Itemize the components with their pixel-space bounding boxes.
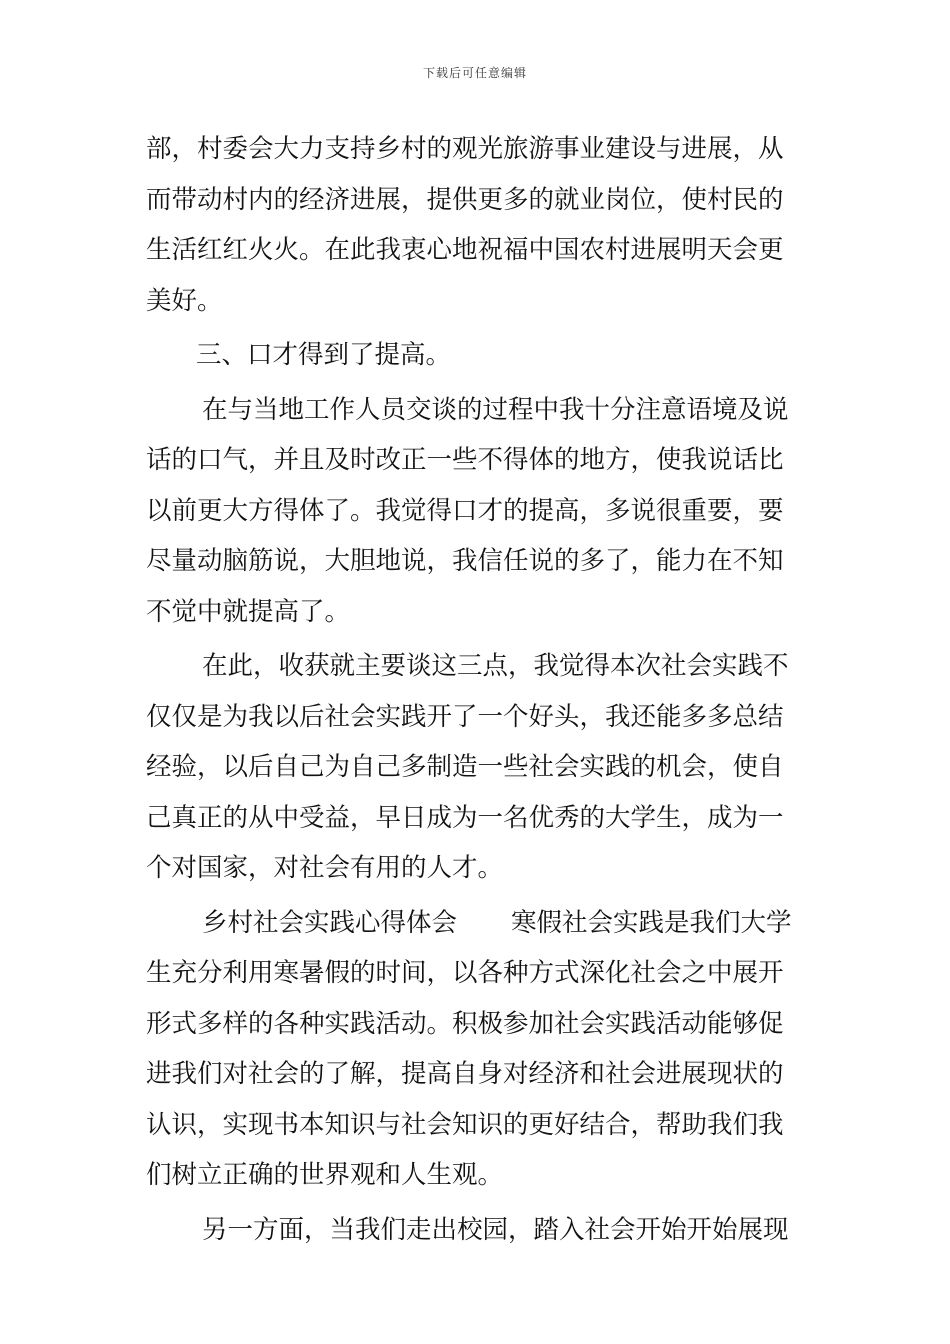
- text-line: 话的口气，并且及时改正一些不得体的地方，使我说话比: [146, 445, 784, 475]
- section-heading-3: [146, 330, 808, 381]
- inline-text: 寒假社会实践是我们大学: [511, 907, 792, 938]
- text-line: 在与当地工作人员交谈的过程中我十分注意语境及说: [202, 394, 789, 425]
- paragraph-2: [146, 385, 808, 638]
- text-line: 美好。: [146, 285, 223, 316]
- text-line: 部，村委会大力支持乡村的观光旅游事业建设与进展，从: [146, 134, 784, 164]
- text-line: 进我们对社会的了解，提高自身对经济和社会进展现状的: [146, 1059, 784, 1089]
- text-line: 以前更大方得体了。我觉得口才的提高，多说很重要，要: [146, 495, 784, 526]
- text-line: 己真正的从中受益，早日成为一名优秀的大学生，成为一: [146, 802, 784, 833]
- text-line: 形式多样的各种实践活动。积极参加社会实践活动能够促: [146, 1008, 784, 1039]
- paragraph-3: [146, 641, 808, 894]
- inline-title: 乡村社会实践心得体会: [202, 907, 458, 938]
- document-body: [146, 124, 808, 1255]
- text-line: 不觉中就提高了。: [146, 596, 351, 627]
- text-line: 个对国家，对社会有用的人才。: [146, 853, 504, 883]
- section-heading-text: 三、口才得到了提高。: [196, 340, 452, 370]
- page-header: 下载后可任意编辑: [422, 66, 527, 80]
- paragraph-1: [146, 124, 808, 326]
- text-line: 们树立正确的世界观和人生观。: [146, 1160, 504, 1190]
- paragraph-4: [146, 898, 808, 1201]
- paragraph-5: [146, 1205, 808, 1256]
- text-line-first: [146, 898, 808, 949]
- text-line: 在此，收获就主要谈这三点，我觉得本次社会实践不: [202, 651, 789, 681]
- text-line: 生活红红火火。在此我衷心地祝福中国农村进展明天会更: [146, 235, 784, 265]
- text-line: 尽量动脑筋说，大胆地说，我信任说的多了，能力在不知: [146, 546, 784, 576]
- text-line: 而带动村内的经济进展，提供更多的就业岗位，使村民的: [146, 184, 784, 215]
- text-line: 认识，实现书本知识与社会知识的更好结合，帮助我们我: [146, 1109, 784, 1140]
- text-line: 生充分利用寒暑假的时间，以各种方式深化社会之中展开: [146, 958, 784, 988]
- text-line: 另一方面，当我们走出校园，踏入社会开始开始展现: [202, 1214, 789, 1245]
- text-line: 仅仅是为我以后社会实践开了一个好头，我还能多多总结: [146, 701, 784, 732]
- text-line: 经验，以后自己为自己多制造一些社会实践的机会，使自: [146, 752, 784, 782]
